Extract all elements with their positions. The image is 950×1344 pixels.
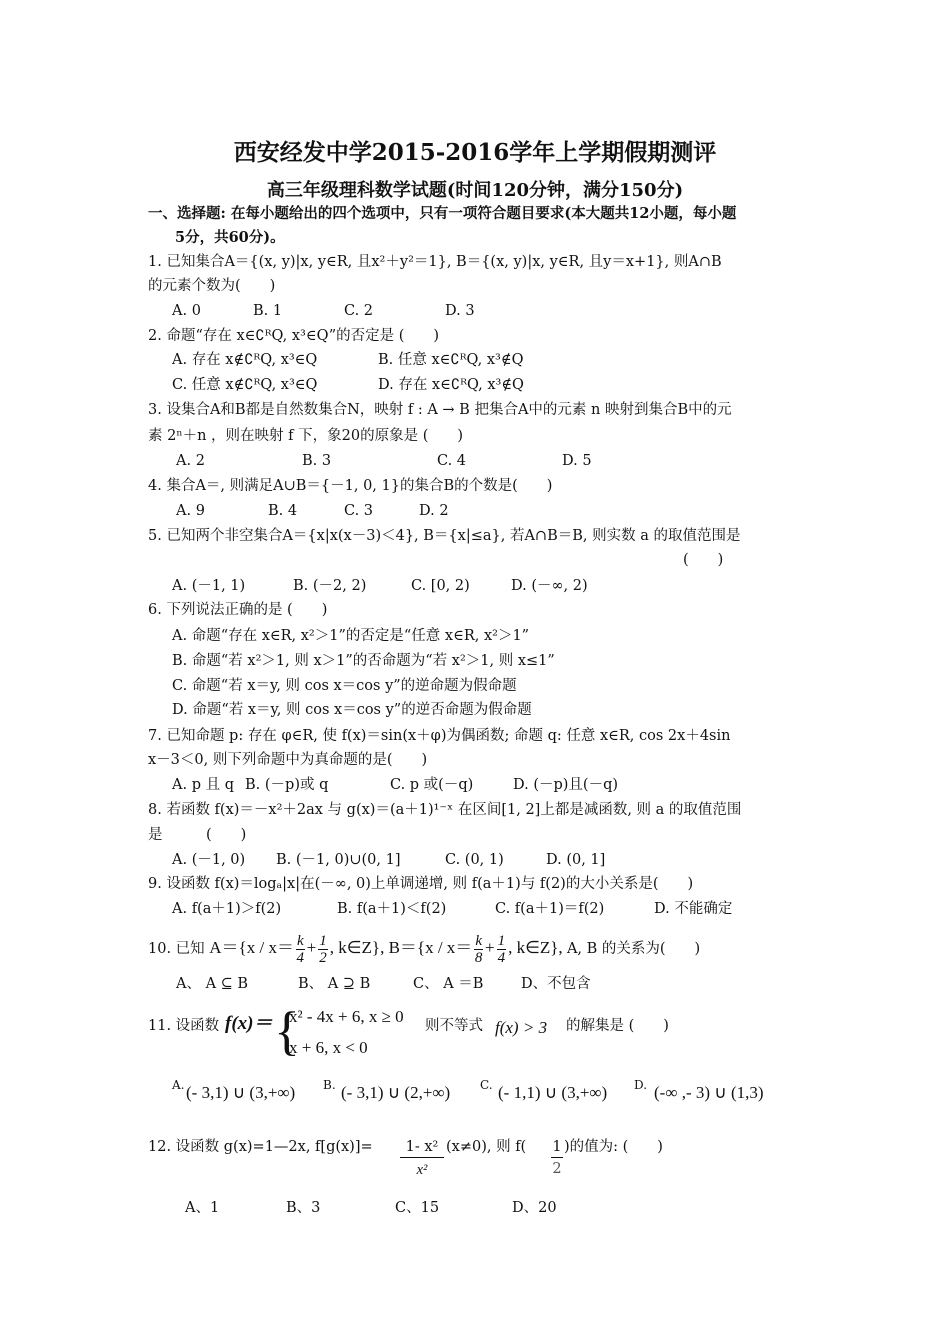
q1-stem-line2: 的元素个数为( ) xyxy=(148,278,276,294)
q10-frac-b2 xyxy=(497,933,507,966)
exam-title: 西安经发中学2015-2016学年上学期假期测评 xyxy=(233,139,717,166)
q10-option-b: B、 A ⊇ B xyxy=(298,976,371,992)
q5-option-b: B. (－2, 2) xyxy=(293,578,367,594)
q2-option-c: C. 任意 x∉∁ᴿQ, x³∈Q xyxy=(172,377,318,393)
q12-arg-num: 1 xyxy=(551,1137,563,1158)
q7-stem-line2: x－3＜0, 则下列命题中为真命题的是( ) xyxy=(148,752,428,768)
q11-option-c: (- 1,1) ∪ (3,+∞) xyxy=(498,1083,608,1102)
q6-option-b: B. 命题“若 x²＞1, 则 x＞1”的否命题为“若 x²＞1, 则 x≤1” xyxy=(172,653,555,669)
q11-fx: f(x)＝ xyxy=(225,1013,273,1034)
q8-option-a: A. (－1, 0) xyxy=(172,852,246,868)
q1-option-d: D. 3 xyxy=(445,303,475,319)
q12-mid: (x≠0), 则 f( xyxy=(446,1139,527,1155)
q4-option-b: B. 4 xyxy=(268,503,298,519)
q8-stem-line2: 是 ( ) xyxy=(148,827,247,843)
q12-option-b: B、3 xyxy=(286,1200,321,1216)
q12-option-d: D、20 xyxy=(512,1200,557,1216)
q12-arg-den: 2 xyxy=(552,1161,562,1177)
q7-option-a: A. p 且 q xyxy=(172,777,234,793)
q7-option-c: C. p 或(－q) xyxy=(390,777,474,793)
q12-frac-den: x² xyxy=(416,1162,428,1178)
q3-option-a: A. 2 xyxy=(176,453,205,469)
q11-suffix: 的解集是 ( ) xyxy=(566,1018,669,1034)
q11-brace: { xyxy=(274,1001,300,1061)
q10-frac-a2-num: 1 xyxy=(319,932,327,949)
q12-suffix: )的值为: ( ) xyxy=(564,1139,663,1155)
q10-set-b-right: , k∈Z}, xyxy=(508,938,567,957)
q8-option-b: B. (－1, 0)∪(0, 1] xyxy=(276,852,401,868)
q10-frac-b1-num: k xyxy=(475,932,482,949)
q9-option-b: B. f(a＋1)＜f(2) xyxy=(337,901,447,917)
q3-option-b: B. 3 xyxy=(302,453,332,469)
q10-frac-b2-den: 4 xyxy=(497,949,506,966)
q5-answer-paren: ( ) xyxy=(683,552,724,568)
q10-frac-b1 xyxy=(474,933,483,966)
q11-label-a: A. xyxy=(172,1078,185,1092)
q6-stem: 6. 下列说法正确的是 ( ) xyxy=(148,602,328,618)
q12-option-a: A、1 xyxy=(185,1200,220,1216)
q3-option-c: C. 4 xyxy=(437,453,467,469)
q10-set-a-left: A＝{x / x＝ xyxy=(209,938,294,957)
q6-option-c: C. 命题“若 x＝y, 则 cos x＝cos y”的逆命题为假命题 xyxy=(172,678,517,694)
q10-option-d: D、不包含 xyxy=(521,976,591,992)
q10-frac-b1-den: 8 xyxy=(474,949,483,966)
q8-stem-line1: 8. 若函数 f(x)＝－x²＋2ax 与 g(x)＝(a＋1)¹⁻ˣ 在区间[1, 2]上都是减函数, 则 a 的取值范围 xyxy=(148,802,742,818)
q9-option-d: D. 不能确定 xyxy=(654,901,733,917)
q10-frac-b2-num: 1 xyxy=(497,932,506,949)
q10-prefix: 10. 已知 xyxy=(148,941,205,957)
q11-case1: x² - 4x + 6, x ≥ 0 xyxy=(289,1007,404,1026)
q2-option-a: A. 存在 x∉∁ᴿQ, x³∈Q xyxy=(172,352,318,368)
q11-mid: 则不等式 xyxy=(425,1018,483,1034)
q11-option-b: (- 3,1) ∪ (2,+∞) xyxy=(341,1083,451,1102)
q10-frac-a2 xyxy=(318,933,328,966)
q7-stem-line1: 7. 已知命题 p: 存在 φ∈R, 使 f(x)＝sin(x＋φ)为偶函数; 命题 q: 任意 x∈R, cos 2x＋4sin xyxy=(148,728,731,744)
q6-option-d: D. 命题“若 x＝y, 则 cos x＝cos y”的逆否命题为假命题 xyxy=(172,702,532,718)
q5-stem-line1: 5. 已知两个非空集合A＝{x|x(x－3)＜4}, B＝{x|≤a}, 若A∩B＝B, 则实数 a 的取值范围是 xyxy=(148,528,741,544)
q4-option-d: D. 2 xyxy=(419,503,449,519)
q1-option-c: C. 2 xyxy=(344,303,374,319)
q5-option-a: A. (－1, 1) xyxy=(172,578,246,594)
q1-stem-line1: 1. 已知集合A＝{(x, y)|x, y∈R, 且x²＋y²＝1}, B＝{(x, y)|x, y∈R, 且y＝x+1}, 则A∩B xyxy=(148,254,722,270)
q10-frac-a1-den: 4 xyxy=(296,949,305,966)
q12-prefix: 12. 设函数 g(x)=1—2x, f[g(x)]= xyxy=(148,1139,373,1155)
q10-suffix: A, B 的关系为( ) xyxy=(566,941,701,957)
q12-option-c: C、15 xyxy=(395,1200,440,1216)
q2-option-d: D. 存在 x∈∁ᴿQ, x³∉Q xyxy=(378,377,524,393)
q2-stem: 2. 命题“存在 x∈∁ᴿQ, x³∈Q”的否定是 ( ) xyxy=(148,328,440,344)
q9-stem: 9. 设函数 f(x)＝logₐ|x|在(－∞, 0)上单调递增, 则 f(a＋1)与 f(2)的大小关系是( ) xyxy=(148,876,694,892)
section-header-line1: 一、选择题: 在每小题给出的四个选项中，只有一项符合题目要求(本大题共12小题，每小题 xyxy=(148,205,737,222)
q12-frac-num: 1- x² xyxy=(400,1137,444,1158)
section-header-line2: 5分，共60分)。 xyxy=(175,229,285,246)
q10-option-a: A、 A ⊆ B xyxy=(176,976,249,992)
q10-frac-a1-num: k xyxy=(296,932,304,949)
q5-option-d: D. (－∞, 2) xyxy=(511,578,588,594)
q9-option-a: A. f(a＋1)＞f(2) xyxy=(172,901,282,917)
q7-option-b: B. (－p)或 q xyxy=(245,777,329,793)
q11-label-b: B. xyxy=(323,1078,336,1092)
q9-option-c: C. f(a＋1)＝f(2) xyxy=(495,901,605,917)
q11-label-c: C. xyxy=(480,1078,493,1092)
q3-stem-line2: 素 2ⁿ＋n ，则在映射 f 下，象20的原象是 ( ) xyxy=(148,428,464,444)
q10-frac-a2-den: 2 xyxy=(319,949,327,966)
exam-subtitle: 高三年级理科数学试题(时间120分钟，满分150分) xyxy=(266,180,684,201)
q11-option-d: (-∞ ,- 3) ∪ (1,3) xyxy=(654,1083,764,1102)
q7-option-d: D. (－p)且(－q) xyxy=(513,777,619,793)
q4-stem: 4. 集合A＝, 则满足A∪B＝{－1, 0, 1}的集合B的个数是( ) xyxy=(148,478,553,494)
q11-option-a: (- 3,1) ∪ (3,+∞) xyxy=(186,1083,296,1102)
q11-prefix: 11. 设函数 xyxy=(148,1018,220,1034)
q3-stem-line1: 3. 设集合A和B都是自然数集合N，映射 f : A → B 把集合A中的元素 n 映射到集合B中的元 xyxy=(148,402,732,418)
q8-option-c: C. (0, 1) xyxy=(445,852,504,868)
q11-label-d: D. xyxy=(634,1078,648,1092)
q4-option-a: A. 9 xyxy=(176,503,205,519)
q4-option-c: C. 3 xyxy=(344,503,374,519)
q10-frac-a1 xyxy=(296,933,305,966)
q1-option-a: A. 0 xyxy=(172,303,201,319)
q6-option-a: A. 命题“存在 x∈R, x²＞1”的否定是“任意 x∈R, x²＞1” xyxy=(172,628,530,644)
q8-option-d: D. (0, 1] xyxy=(546,852,606,868)
q5-option-c: C. [0, 2) xyxy=(411,578,470,594)
q1-option-b: B. 1 xyxy=(253,303,283,319)
q10-stem: 10. 已知 A＝{x / x＝ $\frac{k}{4}$ + $\frac{1}{2}$ , k∈Z}, B＝{x / x＝ $\frac{k}{8}$ + $\frac{1}{4}$ , k∈Z}, A, B 的关系为( ) xyxy=(148,932,701,966)
q2-option-b: B. 任意 x∈∁ᴿQ, x³∉Q xyxy=(378,352,524,368)
q11-case2: x + 6, x < 0 xyxy=(289,1038,368,1057)
q10-set-a-right: , k∈Z}, xyxy=(329,938,389,957)
q3-option-d: D. 5 xyxy=(562,453,592,469)
q10-option-c: C、 A ＝B xyxy=(413,976,484,992)
q10-set-b-left: B＝{x / x＝ xyxy=(388,938,473,957)
q11-inequality: f(x) > 3 xyxy=(495,1018,548,1037)
